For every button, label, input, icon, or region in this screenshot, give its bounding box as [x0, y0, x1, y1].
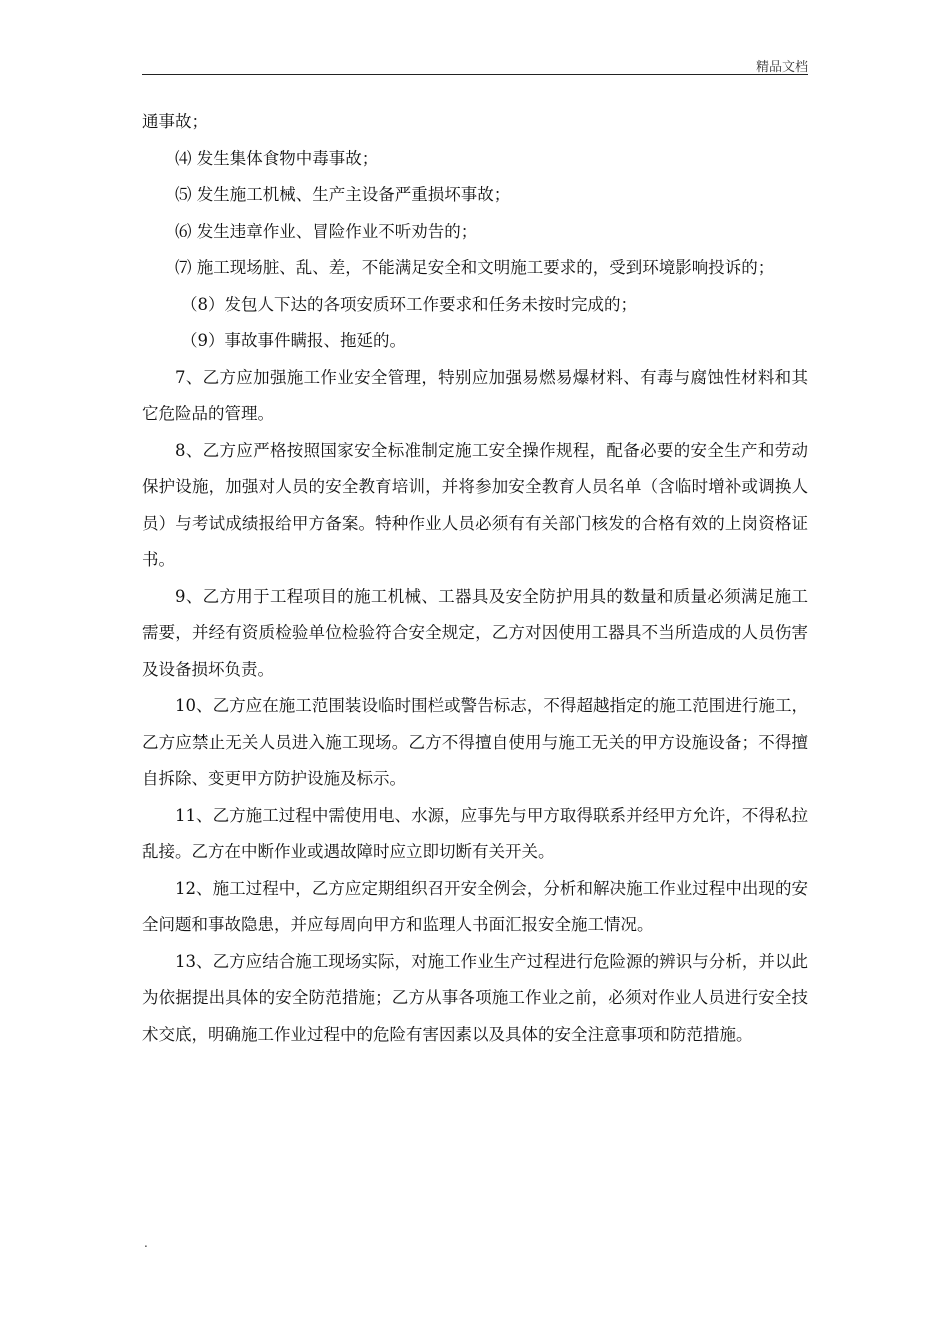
list-item-7: ⑺ 施工现场脏、乱、差，不能满足安全和文明施工要求的，受到环境影响投诉的；	[175, 258, 775, 277]
clause-13: 13、乙方应结合施工现场实际，对施工作业生产过程进行危险源的辨识与分析，并以此为依据提出具体的安全防范措施；乙方从事各项施工作业之前，必须对作业人员进行安全技术交底，明确施工作业过程中的危险有害因素以及具体的安全注意事项和防范措施。	[142, 951, 808, 1044]
clause-12: 12、施工过程中，乙方应定期组织召开安全例会，分析和解决施工作业过程中出现的安全问题和事故隐患，并应每周向甲方和监理人书面汇报安全施工情况。	[142, 878, 808, 934]
paragraph-continuation: 通事故；	[142, 112, 208, 131]
clause-9: 9、乙方用于工程项目的施工机械、工器具及安全防护用具的数量和质量必须满足施工需要，并经有资质检验单位检验符合安全规定，乙方对因使用工器具不当所造成的人员伤害及设备损坏负责。	[142, 586, 808, 679]
list-item-9: （9）事故事件瞒报、拖延的。	[181, 331, 406, 350]
footer-mark: .	[144, 1236, 148, 1250]
header-rule	[142, 74, 808, 75]
list-item-4: ⑷ 发生集体食物中毒事故；	[175, 148, 379, 168]
list-item-5: ⑸ 发生施工机械、生产主设备严重损坏事故；	[175, 185, 511, 204]
clause-11: 11、乙方施工过程中需使用电、水源，应事先与甲方取得联系并经甲方允许，不得私拉乱接。乙方在中断作业或遇故障时应立即切断有关开关。	[142, 805, 808, 861]
header-label: 精品文档	[755, 60, 808, 75]
clause-7: 7、乙方应加强施工作业安全管理，特别应加强易燃易爆材料、有毒与腐蚀性材料和其它危险品的管理。	[142, 367, 808, 423]
list-item-8: （8）发包人下达的各项安质环工作要求和任务未按时完成的；	[181, 294, 637, 314]
list-item-6: ⑹ 发生违章作业、冒险作业不听劝告的；	[175, 221, 478, 241]
clause-10: 10、乙方应在施工范围装设临时围栏或警告标志，不得超越指定的施工范围进行施工，乙方应禁止无关人员进入施工现场。乙方不得擅自使用与施工无关的甲方设施设备；不得擅自拆除、变更甲方防护设施及标示。	[142, 696, 808, 788]
clause-8: 8、乙方应严格按照国家安全标准制定施工安全操作规程，配备必要的安全生产和劳动保护设施，加强对人员的安全教育培训，并将参加安全教育人员名单（含临时增补或调换人员）与考试成绩报给甲方备案。特种作业人员必须有有关部门核发的合格有效的上岗资格证书。	[142, 440, 808, 569]
document-body	[142, 104, 808, 1053]
